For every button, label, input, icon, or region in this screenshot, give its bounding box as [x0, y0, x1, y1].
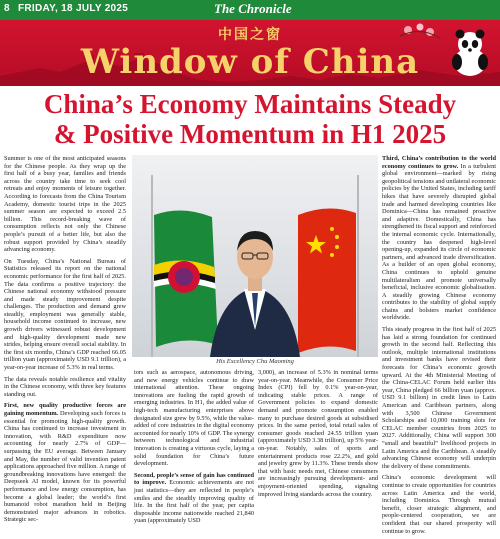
paragraph: On Tuesday, China’s National Bureau of Statistics released its report on the national economic performance for the first half of 2025. The data confirms a positive trajectory: the Chinese national economy withstood pressure and made steady improvement despite challenges. The production and demand grew steadily, employment was generally stable, household income continued to increase, new growth drivers witnessed robust development and high-quality development made new strides, helping ensure overall social stability. In the first six months, China’s GDP reached 66.05 trillion yuan (approximately USD 9.1 trillion), a year-on-year increase of 5.3% in real terms.	[4, 257, 126, 372]
paragraph-text: Economic achievements are not just statistics—they are reflected in people’s smiles and the steadily improving quality of life. In the first half of the year, per capita disposable income nationwide reached 21,840 yuan (approximately USD	[134, 479, 254, 525]
header-bar	[0, 0, 500, 20]
paragraph	[382, 155, 496, 322]
masthead: The Chronicle	[214, 1, 292, 16]
section-banner	[0, 20, 500, 86]
paragraph: Summer is one of the most anticipated seasons for the Chinese people. As they wrap up the first half of a busy year, families and friends across the country take time to seek cool retreats and enjoy moments of leisure together. According to forecasts from the China Tourism Academy, domestic tourist trips in the 2025 summer season are expected to exceed 2.5 billion. This record-breaking wave of consumption reflects not only the Chinese people’s pursuit of a better life, but also the robust support provided by China’s steadily advancing economy.	[4, 155, 126, 254]
article-column-2	[134, 369, 254, 529]
paragraph-text: Developing such forces is essential for promoting high-quality growth. China has continued to increase investment in innovation, with R&D expenditure now accounting for nearly 2.7% of GDP—surpassing the EU average. Between January and May, the number of valid invention patent applications approached five million. A range of groundbreaking innovations have emerged: the Deepseek AI model, known for its powerful performance and low energy consumption, has become a global leader; the world’s first humanoid robot marathon held in Beijing demonstrated major advances in robotics. Strategic sec-	[4, 410, 126, 524]
headline-line-1: China’s Economy Maintains Steady	[43, 89, 457, 119]
photo-caption: His Excellency Chu Maoming	[216, 358, 294, 365]
article-column-3	[258, 369, 378, 502]
article-column-1	[4, 155, 126, 528]
issue-date: FRIDAY, 18 JULY 2025	[18, 3, 129, 14]
banner-chinese-title: 中国之窗	[218, 27, 282, 43]
lead-in: Third, China’s contribution to the world economy continues to grow.	[382, 155, 496, 170]
headline-line-2: & Positive Momentum in H1 2025	[53, 119, 447, 149]
paragraph: The data reveals notable resilience and vitality in the Chinese economy, with three key features standing out.	[4, 375, 126, 398]
paragraph: China’s economic development will continue to create opportunities for countries across Latin America and the world, including Dominica. Through mutual benefit, closer strategic alignment, and people-centered cooperation, we are confident that our shared prosperity will continue to grow.	[382, 474, 496, 535]
article-column-4	[382, 155, 496, 539]
paragraph: 3,000), an increase of 5.3% in nominal terms year-on-year. Meanwhile, the Consumer Price Index (CPI) fell by 0.1% year-on-year, indicating stable prices. A range of Government policies to expand domestic demand and promote consumption enabled many to purchase desired goods at subsidised prices. In the same period, total retail sales of consumer goods reached 24.55 trillion yuan (approximately USD 3.38 trillion), up 5% year-on-year. Notably, sales of sports and entertainment products rose 22.2%, and gold and jewelry grew by 11.3%. These trends show that with basic needs met, Chinese consumers are increasingly pursuing development- and enjoyment-oriented spending, signaling improved living standards across the country.	[258, 369, 378, 498]
page-number: 8	[4, 3, 10, 14]
lead-in: First, new quality productive forces are gaining momentum.	[4, 402, 126, 417]
lead-in: Second, people’s sense of gain has continued to improve.	[134, 471, 254, 487]
paragraph: This steady progress in the first half of 2025 has laid a strong foundation for continued growth in the second half. Reflecting this outlook, multiple international institutions and investment banks have revised their forecasts for China’s economic growth upward. At the 4th Ministerial Meeting of the China-CELAC Forum held earlier this year, China pledged 66 billion yuan (approx. USD 9.1 billion) in credit lines to Latin American and Caribbean partners, along with 3,500 Chinese Government Scholarships and 10,000 training slots for CELAC member countries from 2025 to 2027. Additionally, China will support 300 “small and beautiful” livelihood projects in Latin America and the Caribbean. A steadily advancing Chinese economy will underpin the delivery of these commitments.	[382, 326, 496, 470]
paragraph	[4, 402, 126, 524]
ambassador-photo	[132, 155, 378, 357]
paragraph	[134, 472, 254, 525]
photo-illustration	[132, 155, 378, 357]
paragraph-text: In a turbulent global environment—marked by rising geopolitical tensions and unilateral economic policies by the United States, including tariff hikes that have severely disrupted global trade and harmed developing countries like Dominica—China has remained proactive and adaptive. Domestically, China has strengthened its fiscal support and reinforced the internal economic cycle. Internationally, the country has deepened high-level opening-up, expanded its circle of economic partners, and advanced trade diversification. As a builder of an open global economy, China continues to uphold genuine multilateralism and promote universally beneficial, inclusive economic globalisation. A steadily growing Chinese economy contributes to the stability of global supply chains and bolsters market confidence worldwide.	[382, 162, 497, 322]
paragraph: tors such as aerospace, autonomous driving, and new energy vehicles continue to draw international attention. These ongoing innovations are fueling the rapid growth of emerging industries. In H1, the added value of high-tech manufacturing enterprises above designated size grew by 9.5%, while the value-added of core industries in the digital economy accounted for nearly 10% of GDP. The synergy between technological and industrial innovation is creating a virtuous cycle, laying a solid foundation for China’s future development.	[134, 369, 254, 468]
banner-title: Window of China	[80, 42, 420, 82]
